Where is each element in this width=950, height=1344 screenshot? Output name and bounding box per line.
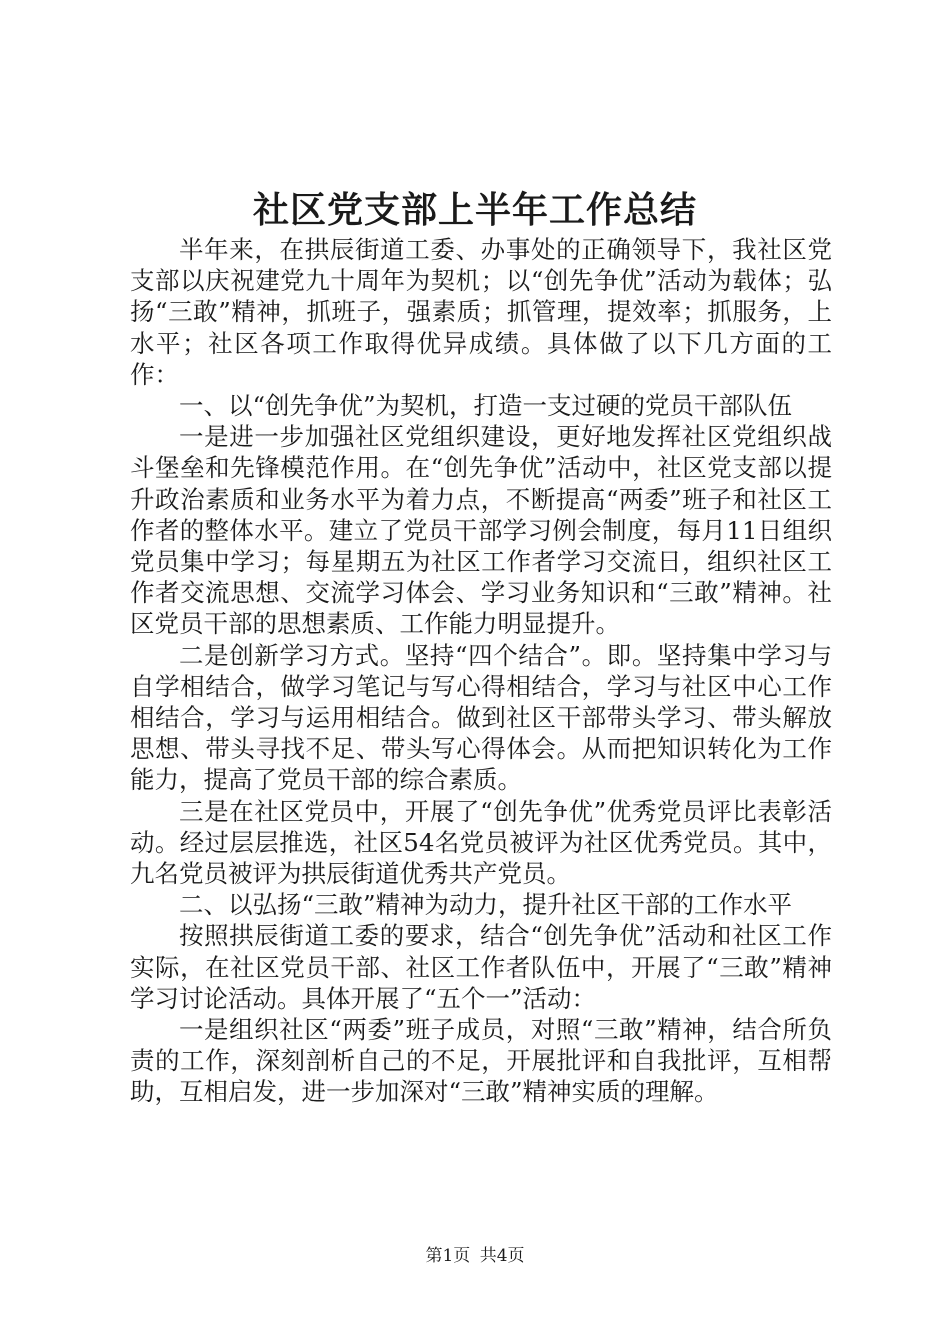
section-heading-2: 二、以弘扬“三敢”精神为动力，提升社区干部的工作水平 [179, 890, 793, 920]
paragraph: 按照拱辰街道工委的要求，结合“创先争优”活动和社区工作实际，在社区党员干部、社区工作者队伍中，开展了“三敢”精神学习讨论活动。具体开展了“五个一”活动： [130, 921, 832, 1013]
page-total: 共4页 [479, 1246, 525, 1266]
section-heading-1: 一、以“创先争优”为契机，打造一支过硬的党员干部队伍 [179, 391, 793, 421]
paragraph: 二是创新学习方式。坚持“四个结合”。即。坚持集中学习与自学相结合，做学习笔记与写心得相结合，学习与社区中心工作相结合，学习与运用相结合。做到社区干部带头学习、带头解放思想、带头寻找不足、带头写心得体会。从而把知识转化为工作能力，提高了党员干部的综合素质。 [130, 640, 832, 795]
document-title: 社区党支部上半年工作总结 [252, 189, 697, 231]
paragraph: 一是进一步加强社区党组织建设，更好地发挥社区党组织战斗堡垒和先锋模范作用。在“创先争优”活动中，社区党支部以提升政治素质和业务水平为着力点，不断提高“两委”班子和社区工作者的整体水平。建立了党员干部学习例会制度，每月11日组织党员集中学习；每星期五为社区工作者学习交流日，组织社区工作者交流思想、交流学习体会、学习业务知识和“三敢”精神。社区党员干部的思想素质、工作能力明显提升。 [130, 422, 832, 639]
paragraph-intro: 半年来，在拱辰街道工委、办事处的正确领导下，我社区党支部以庆祝建党九十周年为契机；以“创先争优”活动为载体；弘扬“三敢”精神，抓班子，强素质；抓管理，提效率；抓服务，上水平；社区各项工作取得优异成绩。具体做了以下几方面的工作： [130, 235, 832, 389]
paragraph: 三是在社区党员中，开展了“创先争优”优秀党员评比表彰活动。经过层层推选，社区54名党员被评为社区优秀党员。其中，九名党员被评为拱辰街道优秀共产党员。 [130, 796, 832, 889]
page-number: 第1页 [425, 1246, 471, 1266]
paragraph: 一是组织社区“两委”班子成员，对照“三敢”精神，结合所负责的工作，深刻剖析自己的不足，开展批评和自我批评，互相帮助，互相启发，进一步加深对“三敢”精神实质的理解。 [130, 1015, 832, 1107]
page-footer [0, 1244, 950, 1268]
document-body [130, 234, 832, 1108]
